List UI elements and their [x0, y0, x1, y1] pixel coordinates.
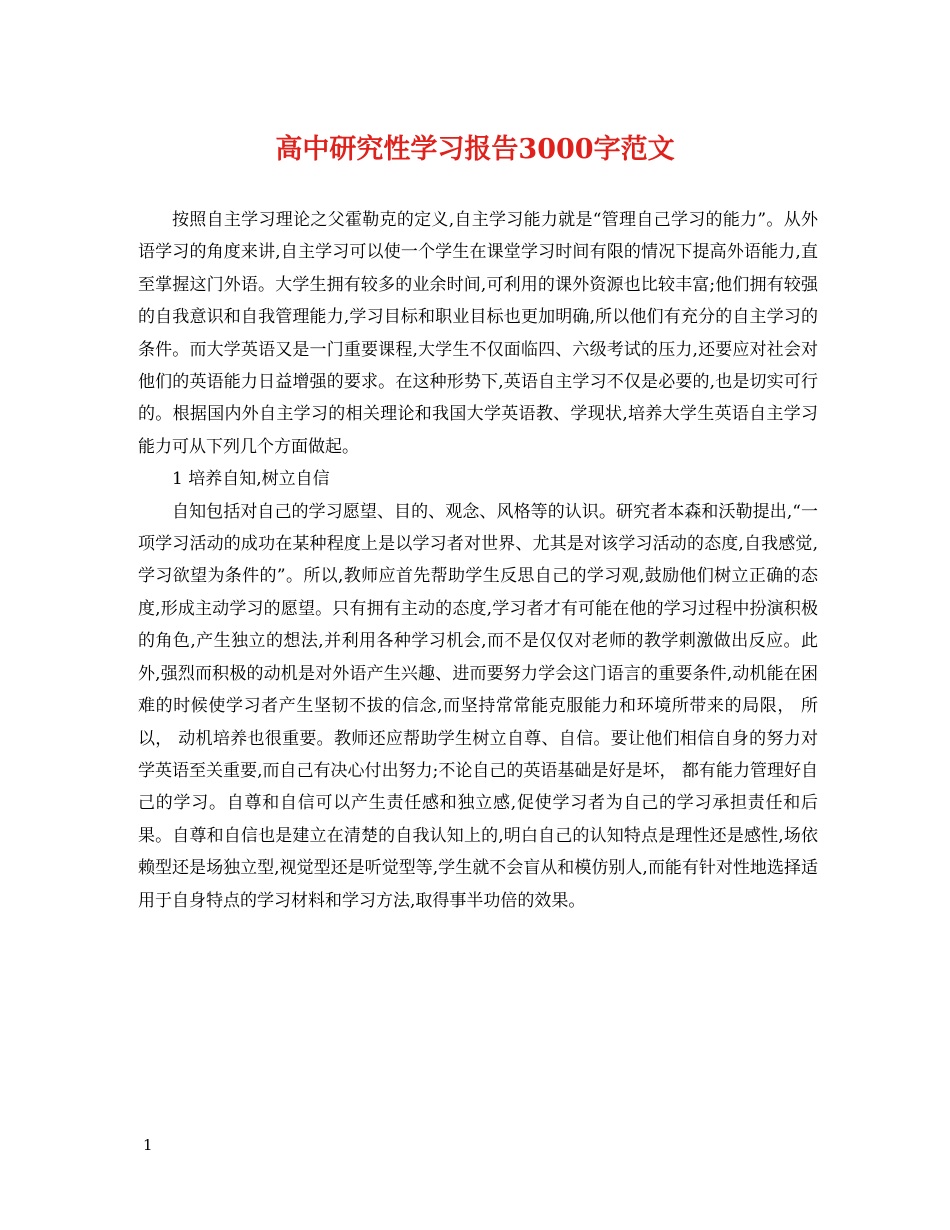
paragraph-intro: 按照自主学习理论之父霍勒克的定义,自主学习能力就是“管理自己学习的能力”。从外语学习的角度来讲,自主学习可以使一个学生在课堂学习时间有限的情况下提高外语能力,直至掌握这门外语。大学生拥有较多的业余时间,可利用的课外资源也比较丰富;他们拥有较强的自我意识和自我管理能力,学习目标和职业目标也更加明确,所以他们有充分的自主学习的条件。而大学英语又是一门重要课程,大学生不仅面临四、六级考试的压力,还要应对社会对他们的英语能力日益增强的要求。在这种形势下,英语自主学习不仅是必要的,也是切实可行的。根据国内外自主学习的相关理论和我国大学英语教、学现状,培养大学生英语自主学习能力可从下列几个方面做起。 — [138, 210, 818, 457]
section-heading: 1 培养自知,树立自信 — [172, 469, 330, 490]
page-number: 1 — [143, 1136, 153, 1154]
document-body — [138, 204, 818, 917]
document-title: 高中研究性学习报告3000字范文 — [275, 134, 675, 165]
paragraph-self-knowledge: 自知包括对自己的学习愿望、目的、观念、风格等的认识。研究者本森和沃勒提出,“一项学习活动的成功在某种程度上是以学习者对世界、尤其是对该学习活动的态度,自我感觉,学习欲望为条件的”。所以,教师应首先帮助学生反思自己的学习观,鼓励他们树立正确的态度,形成主动学习的愿望。只有拥有主动的态度,学习者才有可能在他的学习过程中扮演积极的角色,产生独立的想法,并利用各种学习机会,而不是仅仅对老师的教学刺激做出反应。此外,强烈而积极的动机是对外语产生兴趣、进而要努力学会这门语言的重要条件,动机能在困难的时候使学习者产生坚韧不拔的信念,而坚持常常能克服能力和环境所带来的局限， 所以， 动机培养也很重要。教师还应帮助学生树立自尊、自信。要让他们相信自身的努力对学英语至关重要,而自己有决心付出努力;不论自己的英语基础是好是坏， 都有能力管理好自己的学习。自尊和自信可以产生责任感和独立感,促使学习者为自己的学习承担责任和后果。自尊和自信也是建立在清楚的自我认知上的,明白自己的认知特点是理性还是感性,场依赖型还是场独立型,视觉型还是听觉型等,学生就不会盲从和模仿别人,而能有针对性地选择适用于自身特点的学习材料和学习方法,取得事半功倍的效果。 — [138, 501, 818, 911]
